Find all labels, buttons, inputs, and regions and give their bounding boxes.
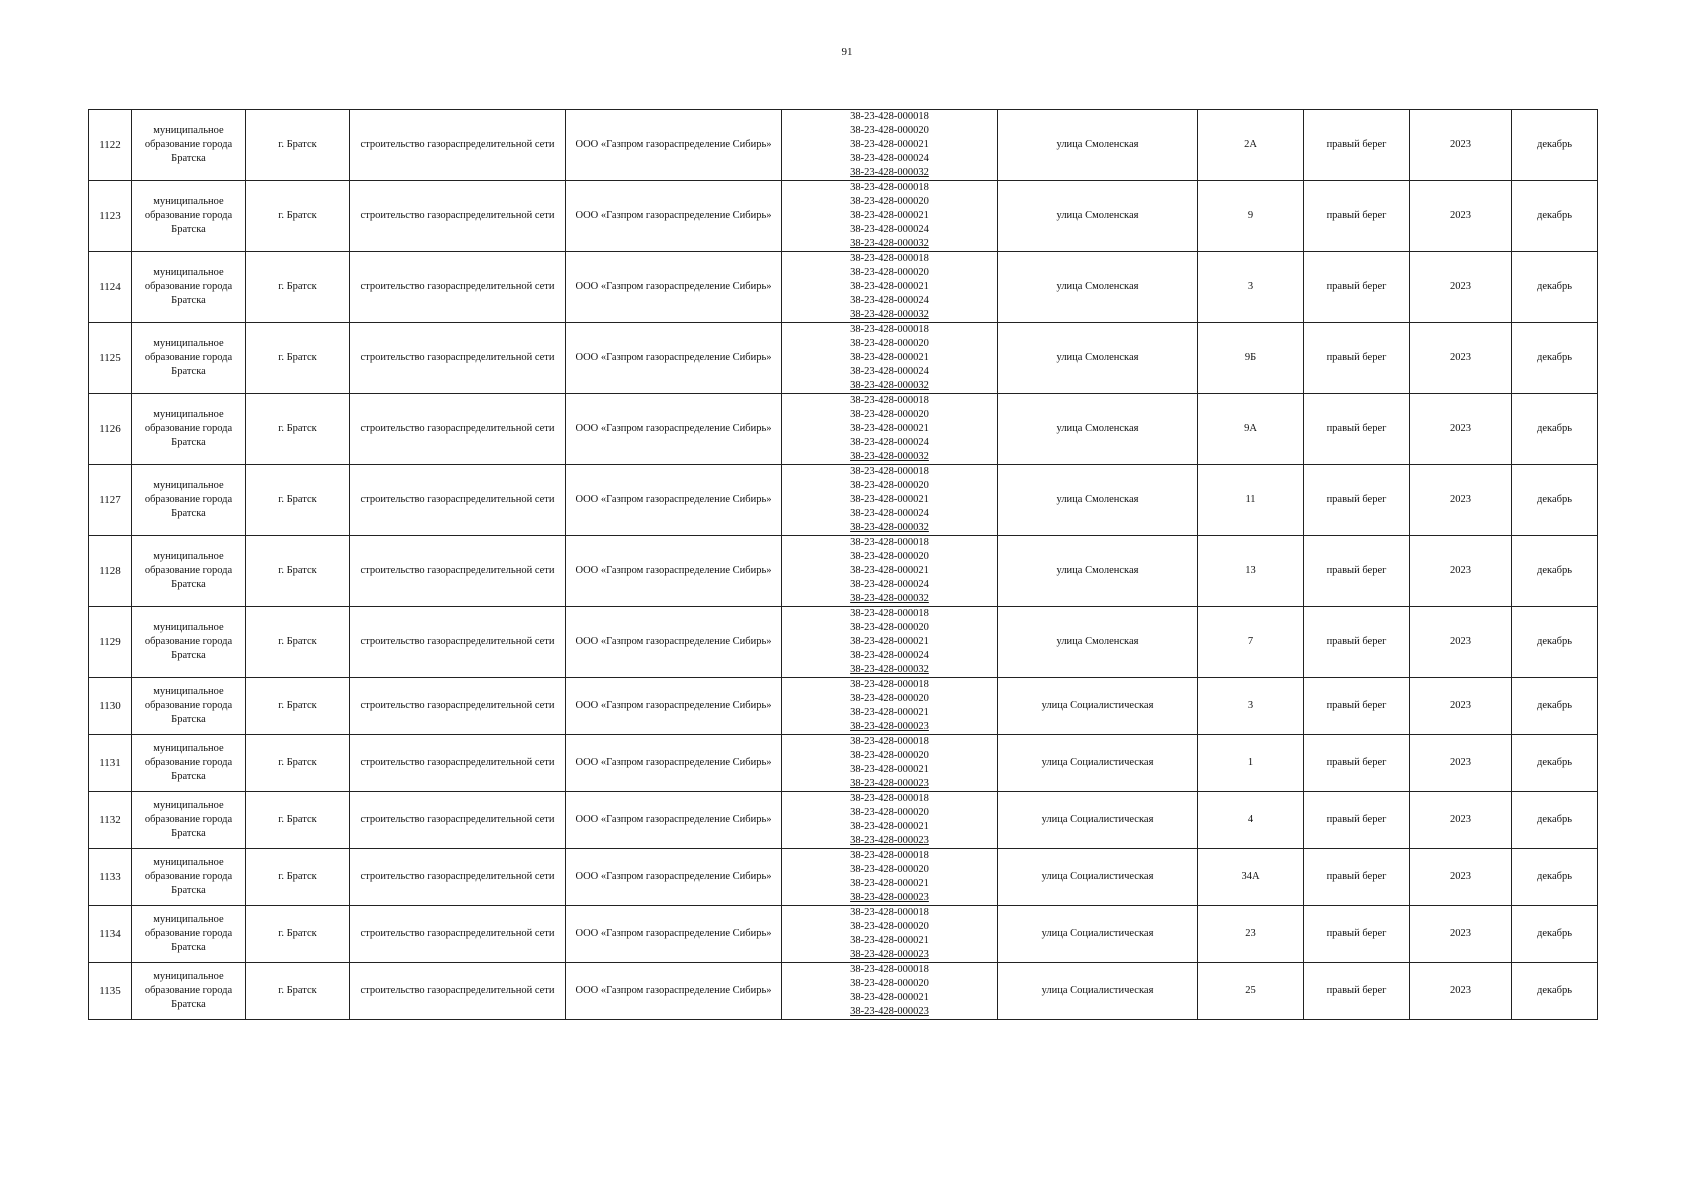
row-number: 1125 bbox=[89, 323, 132, 394]
row-number: 1130 bbox=[89, 678, 132, 735]
cadastral-code: 38-23-428-000032 bbox=[850, 238, 929, 249]
work-type-cell: строительство газораспределительной сети bbox=[350, 735, 566, 792]
row-number: 1133 bbox=[89, 849, 132, 906]
river-bank-cell: правый берег bbox=[1304, 181, 1410, 252]
cadastral-code: 38-23-428-000018 bbox=[850, 736, 929, 747]
city-cell: г. Братск bbox=[246, 735, 350, 792]
month-cell: декабрь bbox=[1512, 110, 1598, 181]
river-bank-cell: правый берег bbox=[1304, 110, 1410, 181]
month-cell: декабрь bbox=[1512, 678, 1598, 735]
year-cell: 2023 bbox=[1410, 849, 1512, 906]
table-row bbox=[89, 394, 1598, 465]
cadastral-code: 38-23-428-000021 bbox=[850, 352, 929, 363]
cadastral-code: 38-23-428-000020 bbox=[850, 693, 929, 704]
city-cell: г. Братск bbox=[246, 536, 350, 607]
house-number-cell: 3 bbox=[1198, 678, 1304, 735]
cadastral-code: 38-23-428-000021 bbox=[850, 565, 929, 576]
cadastral-code: 38-23-428-000018 bbox=[850, 466, 929, 477]
cadastral-code: 38-23-428-000023 bbox=[850, 721, 929, 732]
municipality-cell: муниципальное образование города Братска bbox=[132, 607, 246, 678]
row-number: 1123 bbox=[89, 181, 132, 252]
row-number: 1135 bbox=[89, 963, 132, 1020]
cadastral-code: 38-23-428-000032 bbox=[850, 451, 929, 462]
street-cell: улица Социалистическая bbox=[998, 792, 1198, 849]
cadastral-code: 38-23-428-000024 bbox=[850, 508, 929, 519]
operator-cell: ООО «Газпром газораспределение Сибирь» bbox=[566, 181, 782, 252]
street-cell: улица Социалистическая bbox=[998, 849, 1198, 906]
work-type-cell: строительство газораспределительной сети bbox=[350, 678, 566, 735]
municipality-cell: муниципальное образование города Братска bbox=[132, 465, 246, 536]
street-cell: улица Смоленская bbox=[998, 323, 1198, 394]
municipality-cell: муниципальное образование города Братска bbox=[132, 110, 246, 181]
cadastral-code: 38-23-428-000021 bbox=[850, 821, 929, 832]
table-row bbox=[89, 849, 1598, 906]
row-number: 1126 bbox=[89, 394, 132, 465]
city-cell: г. Братск bbox=[246, 792, 350, 849]
city-cell: г. Братск bbox=[246, 181, 350, 252]
cadastral-code: 38-23-428-000018 bbox=[850, 182, 929, 193]
cadastral-code: 38-23-428-000023 bbox=[850, 1006, 929, 1017]
cadastral-codes-cell bbox=[782, 849, 998, 906]
year-cell: 2023 bbox=[1410, 181, 1512, 252]
river-bank-cell: правый берег bbox=[1304, 735, 1410, 792]
river-bank-cell: правый берег bbox=[1304, 906, 1410, 963]
cadastral-codes-cell bbox=[782, 252, 998, 323]
month-cell: декабрь bbox=[1512, 181, 1598, 252]
operator-cell: ООО «Газпром газораспределение Сибирь» bbox=[566, 394, 782, 465]
cadastral-code: 38-23-428-000023 bbox=[850, 949, 929, 960]
cadastral-codes-cell bbox=[782, 607, 998, 678]
table-row bbox=[89, 252, 1598, 323]
cadastral-code: 38-23-428-000020 bbox=[850, 622, 929, 633]
work-type-cell: строительство газораспределительной сети bbox=[350, 849, 566, 906]
river-bank-cell: правый берег bbox=[1304, 963, 1410, 1020]
city-cell: г. Братск bbox=[246, 963, 350, 1020]
cadastral-code: 38-23-428-000020 bbox=[850, 125, 929, 136]
cadastral-code: 38-23-428-000020 bbox=[850, 750, 929, 761]
year-cell: 2023 bbox=[1410, 735, 1512, 792]
year-cell: 2023 bbox=[1410, 906, 1512, 963]
year-cell: 2023 bbox=[1410, 678, 1512, 735]
cadastral-code: 38-23-428-000018 bbox=[850, 537, 929, 548]
cadastral-code: 38-23-428-000024 bbox=[850, 153, 929, 164]
river-bank-cell: правый берег bbox=[1304, 678, 1410, 735]
operator-cell: ООО «Газпром газораспределение Сибирь» bbox=[566, 536, 782, 607]
table-row bbox=[89, 181, 1598, 252]
river-bank-cell: правый берег bbox=[1304, 607, 1410, 678]
cadastral-code: 38-23-428-000018 bbox=[850, 253, 929, 264]
cadastral-codes-cell bbox=[782, 678, 998, 735]
operator-cell: ООО «Газпром газораспределение Сибирь» bbox=[566, 678, 782, 735]
cadastral-code: 38-23-428-000020 bbox=[850, 267, 929, 278]
cadastral-codes-cell bbox=[782, 536, 998, 607]
municipality-cell: муниципальное образование города Братска bbox=[132, 792, 246, 849]
house-number-cell: 25 bbox=[1198, 963, 1304, 1020]
cadastral-code: 38-23-428-000018 bbox=[850, 964, 929, 975]
cadastral-code: 38-23-428-000032 bbox=[850, 664, 929, 675]
work-type-cell: строительство газораспределительной сети bbox=[350, 394, 566, 465]
operator-cell: ООО «Газпром газораспределение Сибирь» bbox=[566, 849, 782, 906]
cadastral-codes-cell bbox=[782, 906, 998, 963]
cadastral-code: 38-23-428-000032 bbox=[850, 522, 929, 533]
month-cell: декабрь bbox=[1512, 963, 1598, 1020]
house-number-cell: 13 bbox=[1198, 536, 1304, 607]
year-cell: 2023 bbox=[1410, 792, 1512, 849]
cadastral-code: 38-23-428-000021 bbox=[850, 139, 929, 150]
house-number-cell: 7 bbox=[1198, 607, 1304, 678]
table-row bbox=[89, 963, 1598, 1020]
operator-cell: ООО «Газпром газораспределение Сибирь» bbox=[566, 963, 782, 1020]
table-row bbox=[89, 906, 1598, 963]
cadastral-code: 38-23-428-000024 bbox=[850, 224, 929, 235]
city-cell: г. Братск bbox=[246, 906, 350, 963]
cadastral-code: 38-23-428-000032 bbox=[850, 167, 929, 178]
table-row bbox=[89, 607, 1598, 678]
city-cell: г. Братск bbox=[246, 323, 350, 394]
month-cell: декабрь bbox=[1512, 323, 1598, 394]
street-cell: улица Социалистическая bbox=[998, 678, 1198, 735]
cadastral-code: 38-23-428-000020 bbox=[850, 551, 929, 562]
row-number: 1128 bbox=[89, 536, 132, 607]
cadastral-code: 38-23-428-000018 bbox=[850, 395, 929, 406]
cadastral-code: 38-23-428-000021 bbox=[850, 707, 929, 718]
city-cell: г. Братск bbox=[246, 394, 350, 465]
month-cell: декабрь bbox=[1512, 607, 1598, 678]
municipality-cell: муниципальное образование города Братска bbox=[132, 323, 246, 394]
month-cell: декабрь bbox=[1512, 465, 1598, 536]
river-bank-cell: правый берег bbox=[1304, 394, 1410, 465]
table-row bbox=[89, 323, 1598, 394]
cadastral-code: 38-23-428-000018 bbox=[850, 907, 929, 918]
table-row bbox=[89, 792, 1598, 849]
month-cell: декабрь bbox=[1512, 735, 1598, 792]
cadastral-code: 38-23-428-000021 bbox=[850, 636, 929, 647]
municipality-cell: муниципальное образование города Братска bbox=[132, 678, 246, 735]
cadastral-code: 38-23-428-000032 bbox=[850, 593, 929, 604]
year-cell: 2023 bbox=[1410, 465, 1512, 536]
operator-cell: ООО «Газпром газораспределение Сибирь» bbox=[566, 735, 782, 792]
work-type-cell: строительство газораспределительной сети bbox=[350, 607, 566, 678]
cadastral-code: 38-23-428-000020 bbox=[850, 807, 929, 818]
river-bank-cell: правый берег bbox=[1304, 536, 1410, 607]
street-cell: улица Смоленская bbox=[998, 394, 1198, 465]
operator-cell: ООО «Газпром газораспределение Сибирь» bbox=[566, 607, 782, 678]
cadastral-code: 38-23-428-000021 bbox=[850, 935, 929, 946]
work-type-cell: строительство газораспределительной сети bbox=[350, 906, 566, 963]
page-number: 91 bbox=[841, 46, 853, 58]
cadastral-code: 38-23-428-000018 bbox=[850, 608, 929, 619]
cadastral-code: 38-23-428-000018 bbox=[850, 850, 929, 861]
row-number: 1127 bbox=[89, 465, 132, 536]
municipality-cell: муниципальное образование города Братска bbox=[132, 849, 246, 906]
cadastral-code: 38-23-428-000021 bbox=[850, 281, 929, 292]
cadastral-codes-cell bbox=[782, 465, 998, 536]
street-cell: улица Социалистическая bbox=[998, 963, 1198, 1020]
cadastral-code: 38-23-428-000018 bbox=[850, 324, 929, 335]
operator-cell: ООО «Газпром газораспределение Сибирь» bbox=[566, 906, 782, 963]
operator-cell: ООО «Газпром газораспределение Сибирь» bbox=[566, 323, 782, 394]
row-number: 1132 bbox=[89, 792, 132, 849]
municipality-cell: муниципальное образование города Братска bbox=[132, 181, 246, 252]
month-cell: декабрь bbox=[1512, 792, 1598, 849]
operator-cell: ООО «Газпром газораспределение Сибирь» bbox=[566, 792, 782, 849]
cadastral-code: 38-23-428-000024 bbox=[850, 437, 929, 448]
cadastral-code: 38-23-428-000020 bbox=[850, 978, 929, 989]
city-cell: г. Братск bbox=[246, 849, 350, 906]
operator-cell: ООО «Газпром газораспределение Сибирь» bbox=[566, 252, 782, 323]
cadastral-code: 38-23-428-000020 bbox=[850, 196, 929, 207]
river-bank-cell: правый берег bbox=[1304, 792, 1410, 849]
table-row bbox=[89, 678, 1598, 735]
cadastral-code: 38-23-428-000032 bbox=[850, 380, 929, 391]
street-cell: улица Смоленская bbox=[998, 607, 1198, 678]
river-bank-cell: правый берег bbox=[1304, 252, 1410, 323]
cadastral-codes-cell bbox=[782, 735, 998, 792]
cadastral-code: 38-23-428-000020 bbox=[850, 338, 929, 349]
cadastral-code: 38-23-428-000021 bbox=[850, 423, 929, 434]
row-number: 1122 bbox=[89, 110, 132, 181]
city-cell: г. Братск bbox=[246, 465, 350, 536]
cadastral-code: 38-23-428-000021 bbox=[850, 878, 929, 889]
cadastral-codes-cell bbox=[782, 181, 998, 252]
street-cell: улица Смоленская bbox=[998, 536, 1198, 607]
row-number: 1124 bbox=[89, 252, 132, 323]
cadastral-codes-cell bbox=[782, 792, 998, 849]
cadastral-code: 38-23-428-000032 bbox=[850, 309, 929, 320]
cadastral-code: 38-23-428-000021 bbox=[850, 992, 929, 1003]
year-cell: 2023 bbox=[1410, 607, 1512, 678]
table-row bbox=[89, 465, 1598, 536]
year-cell: 2023 bbox=[1410, 536, 1512, 607]
work-type-cell: строительство газораспределительной сети bbox=[350, 963, 566, 1020]
house-number-cell: 9Б bbox=[1198, 323, 1304, 394]
work-type-cell: строительство газораспределительной сети bbox=[350, 323, 566, 394]
cadastral-code: 38-23-428-000020 bbox=[850, 864, 929, 875]
municipality-cell: муниципальное образование города Братска bbox=[132, 536, 246, 607]
house-number-cell: 34А bbox=[1198, 849, 1304, 906]
street-cell: улица Смоленская bbox=[998, 465, 1198, 536]
month-cell: декабрь bbox=[1512, 906, 1598, 963]
river-bank-cell: правый берег bbox=[1304, 323, 1410, 394]
house-number-cell: 9А bbox=[1198, 394, 1304, 465]
house-number-cell: 2А bbox=[1198, 110, 1304, 181]
work-type-cell: строительство газораспределительной сети bbox=[350, 792, 566, 849]
cadastral-code: 38-23-428-000024 bbox=[850, 579, 929, 590]
cadastral-code: 38-23-428-000023 bbox=[850, 892, 929, 903]
house-number-cell: 1 bbox=[1198, 735, 1304, 792]
cadastral-code: 38-23-428-000021 bbox=[850, 494, 929, 505]
year-cell: 2023 bbox=[1410, 252, 1512, 323]
cadastral-code: 38-23-428-000021 bbox=[850, 210, 929, 221]
city-cell: г. Братск bbox=[246, 607, 350, 678]
cadastral-codes-cell bbox=[782, 394, 998, 465]
cadastral-code: 38-23-428-000023 bbox=[850, 835, 929, 846]
cadastral-codes-cell bbox=[782, 963, 998, 1020]
house-number-cell: 11 bbox=[1198, 465, 1304, 536]
cadastral-code: 38-23-428-000018 bbox=[850, 793, 929, 804]
municipality-cell: муниципальное образование города Братска bbox=[132, 963, 246, 1020]
street-cell: улица Смоленская bbox=[998, 110, 1198, 181]
operator-cell: ООО «Газпром газораспределение Сибирь» bbox=[566, 465, 782, 536]
table-body bbox=[89, 110, 1598, 1020]
work-type-cell: строительство газораспределительной сети bbox=[350, 110, 566, 181]
year-cell: 2023 bbox=[1410, 394, 1512, 465]
cadastral-code: 38-23-428-000018 bbox=[850, 111, 929, 122]
year-cell: 2023 bbox=[1410, 323, 1512, 394]
river-bank-cell: правый берег bbox=[1304, 465, 1410, 536]
row-number: 1131 bbox=[89, 735, 132, 792]
table-row bbox=[89, 110, 1598, 181]
house-number-cell: 3 bbox=[1198, 252, 1304, 323]
table-row bbox=[89, 536, 1598, 607]
cadastral-code: 38-23-428-000023 bbox=[850, 778, 929, 789]
cadastral-code: 38-23-428-000018 bbox=[850, 679, 929, 690]
street-cell: улица Социалистическая bbox=[998, 735, 1198, 792]
work-type-cell: строительство газораспределительной сети bbox=[350, 252, 566, 323]
street-cell: улица Смоленская bbox=[998, 181, 1198, 252]
cadastral-codes-cell bbox=[782, 323, 998, 394]
month-cell: декабрь bbox=[1512, 536, 1598, 607]
cadastral-code: 38-23-428-000020 bbox=[850, 480, 929, 491]
operator-cell: ООО «Газпром газораспределение Сибирь» bbox=[566, 110, 782, 181]
row-number: 1129 bbox=[89, 607, 132, 678]
work-type-cell: строительство газораспределительной сети bbox=[350, 181, 566, 252]
cadastral-code: 38-23-428-000024 bbox=[850, 366, 929, 377]
street-cell: улица Смоленская bbox=[998, 252, 1198, 323]
month-cell: декабрь bbox=[1512, 394, 1598, 465]
cadastral-code: 38-23-428-000020 bbox=[850, 921, 929, 932]
table-row bbox=[89, 735, 1598, 792]
cadastral-code: 38-23-428-000021 bbox=[850, 764, 929, 775]
municipality-cell: муниципальное образование города Братска bbox=[132, 252, 246, 323]
year-cell: 2023 bbox=[1410, 110, 1512, 181]
municipality-cell: муниципальное образование города Братска bbox=[132, 735, 246, 792]
municipality-cell: муниципальное образование города Братска bbox=[132, 394, 246, 465]
house-number-cell: 9 bbox=[1198, 181, 1304, 252]
house-number-cell: 4 bbox=[1198, 792, 1304, 849]
row-number: 1134 bbox=[89, 906, 132, 963]
cadastral-codes-cell bbox=[782, 110, 998, 181]
city-cell: г. Братск bbox=[246, 110, 350, 181]
month-cell: декабрь bbox=[1512, 849, 1598, 906]
cadastral-code: 38-23-428-000024 bbox=[850, 650, 929, 661]
work-type-cell: строительство газораспределительной сети bbox=[350, 536, 566, 607]
city-cell: г. Братск bbox=[246, 252, 350, 323]
year-cell: 2023 bbox=[1410, 963, 1512, 1020]
house-number-cell: 23 bbox=[1198, 906, 1304, 963]
month-cell: декабрь bbox=[1512, 252, 1598, 323]
cadastral-code: 38-23-428-000020 bbox=[850, 409, 929, 420]
street-cell: улица Социалистическая bbox=[998, 906, 1198, 963]
gasification-table bbox=[88, 109, 1598, 1020]
cadastral-code: 38-23-428-000024 bbox=[850, 295, 929, 306]
municipality-cell: муниципальное образование города Братска bbox=[132, 906, 246, 963]
work-type-cell: строительство газораспределительной сети bbox=[350, 465, 566, 536]
river-bank-cell: правый берег bbox=[1304, 849, 1410, 906]
city-cell: г. Братск bbox=[246, 678, 350, 735]
